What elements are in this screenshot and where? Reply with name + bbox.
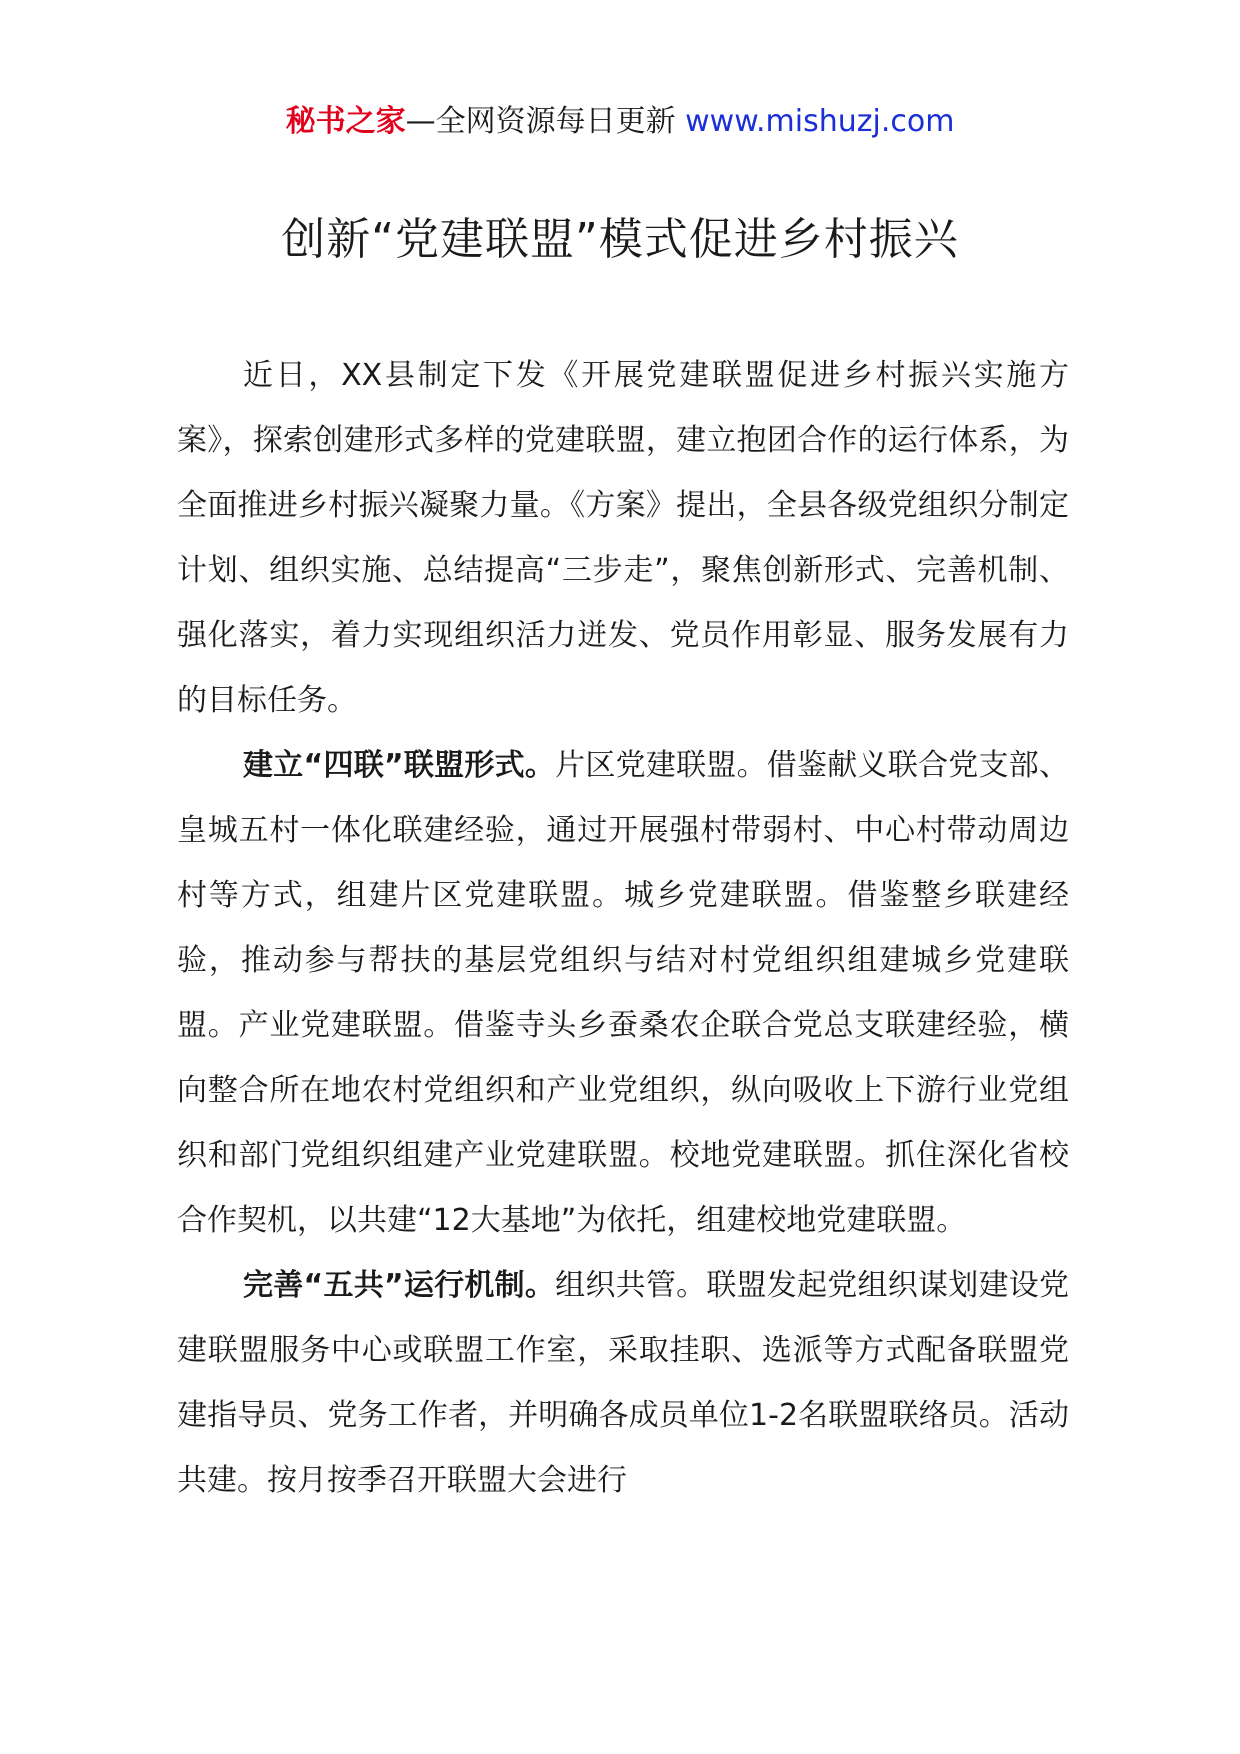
paragraph-intro <box>177 343 1069 733</box>
site-header <box>0 102 1240 142</box>
document-body <box>177 343 1069 1513</box>
paragraph-text: 近日，XX县制定下发《开展党建联盟促进乡村振兴实施方案》，探索创建形式多样的党建联盟，建立抱团合作的运行体系，为全面推进乡村振兴凝聚力量。《方案》提出，全县各级党组织分制定计划、组织实施、总结提高“三步走”，聚焦创新形式、完善机制、强化落实，着力实现组织活力迸发、党员作用彰显、服务发展有力的目标任务。 <box>177 358 1069 718</box>
paragraph-text: 组织共管。联盟发起党组织谋划建设党建联盟服务中心或联盟工作室，采取挂职、选派等方式配备联盟党建指导员、党务工作者，并明确各成员单位1-2名联盟联络员。活动共建。按月按季召开联盟大会进行 <box>177 1268 1069 1498</box>
paragraph-five-mechanisms <box>177 1253 1069 1513</box>
site-url-link[interactable]: www.mishuzj.com <box>685 104 955 139</box>
paragraph-lead: 建立“四联”联盟形式。 <box>243 748 556 783</box>
document-title: 创新“党建联盟”模式促进乡村振兴 <box>281 214 959 265</box>
site-tagline: —全网资源每日更新 <box>405 104 686 139</box>
paragraph-four-alliances <box>177 733 1069 1253</box>
paragraph-text: 片区党建联盟。借鉴献义联合党支部、皇城五村一体化联建经验，通过开展强村带弱村、中心村带动周边村等方式，组建片区党建联盟。城乡党建联盟。借鉴整乡联建经验，推动参与帮扶的基层党组织与结对村党组织组建城乡党建联盟。产业党建联盟。借鉴寺头乡蚕桑农企联合党总支联建经验，横向整合所在地农村党组织和产业党组织，纵向吸收上下游行业党组织和部门党组织组建产业党建联盟。校地党建联盟。抓住深化省校合作契机，以共建“12大基地”为依托，组建校地党建联盟。 <box>177 748 1069 1238</box>
paragraph-lead: 完善“五共”运行机制。 <box>243 1268 556 1303</box>
site-brand: 秘书之家 <box>285 104 406 139</box>
